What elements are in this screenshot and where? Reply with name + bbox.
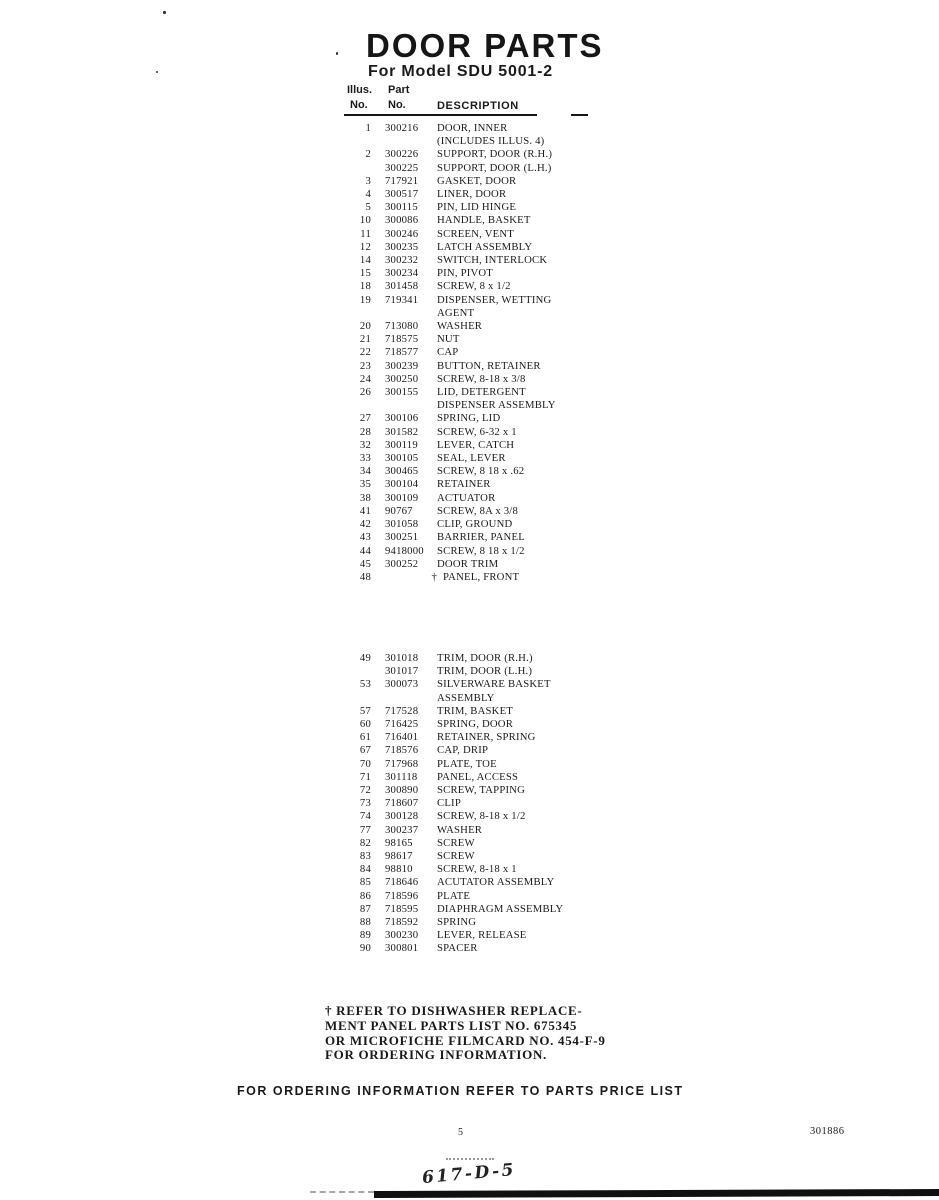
table-row	[347, 863, 617, 876]
footnote-line: OR MICROFICHE FILMCARD NO. 454-F-9	[325, 1032, 606, 1048]
table-row	[347, 294, 617, 307]
table-row	[347, 665, 617, 678]
illus-no-cell: 89	[359, 929, 371, 942]
header-underline-dash	[571, 114, 588, 116]
table-row	[347, 929, 617, 942]
illus-no-cell: 87	[359, 902, 371, 915]
part-no-cell: 716401	[385, 731, 419, 744]
description-cell: (INCLUDES ILLUS. 4)	[437, 135, 545, 148]
part-no-cell: 300155	[385, 386, 419, 399]
model-subtitle: For Model SDU 5001-2	[368, 63, 553, 80]
table-row	[347, 784, 617, 797]
description-cell: SWITCH, INTERLOCK	[437, 254, 548, 267]
illus-no-cell: 83	[359, 850, 371, 863]
part-no-cell: 9418000	[385, 544, 424, 557]
description-cell: NUT	[437, 333, 460, 346]
part-no-cell: 301582	[385, 425, 419, 438]
description-cell: SCREW, 8-18 x 1/2	[437, 810, 526, 823]
part-no-cell: 718595	[385, 902, 419, 915]
table-row	[347, 505, 617, 518]
table-row	[347, 241, 617, 254]
illus-no-cell: 77	[359, 823, 371, 836]
part-no-cell: 300234	[385, 267, 419, 280]
description-cell: PANEL, FRONT	[443, 570, 520, 583]
illus-no-cell: 27	[359, 412, 371, 425]
part-no-cell: 300119	[385, 438, 418, 451]
table-row	[347, 731, 617, 744]
table-row	[347, 478, 617, 491]
illus-no-cell: 23	[359, 359, 371, 372]
illus-no-cell: 18	[359, 280, 371, 293]
footnote-line: † REFER TO DISHWASHER REPLACE-	[325, 1003, 583, 1018]
part-no-cell: 300230	[385, 929, 419, 942]
table-row	[347, 452, 617, 465]
description-cell: RETAINER	[437, 478, 491, 491]
description-cell: DOOR TRIM	[437, 557, 499, 570]
part-no-cell: 98165	[385, 836, 413, 849]
illus-no-cell: 71	[359, 770, 371, 783]
table-row	[347, 412, 617, 425]
part-no-cell: 300465	[385, 465, 419, 478]
description-cell: TRIM, DOOR (L.H.)	[437, 665, 533, 678]
illus-no-cell: 73	[359, 797, 371, 810]
description-cell: PIN, PIVOT	[437, 267, 494, 280]
table-row	[347, 678, 617, 691]
table-row	[347, 797, 617, 810]
illus-no-cell: 49	[359, 652, 371, 664]
table-row	[347, 876, 617, 889]
description-cell: ACTUATOR	[437, 491, 496, 504]
illus-no-cell: 57	[359, 704, 371, 717]
description-cell: SCREW, 8-18 x 3/8	[437, 372, 526, 385]
table-row	[347, 692, 617, 705]
part-no-cell: 301017	[385, 665, 419, 678]
description-cell: WASHER	[437, 823, 483, 836]
part-no-cell: 718596	[385, 889, 419, 902]
column-header-description: DESCRIPTION	[437, 100, 519, 112]
description-cell: LEVER, RELEASE	[437, 929, 527, 942]
description-cell: SPRING	[437, 916, 477, 929]
part-no-cell: 300239	[385, 359, 419, 372]
description-cell: CAP	[437, 346, 459, 359]
illus-no-cell: 43	[359, 531, 371, 544]
illus-no-cell: 90	[359, 942, 371, 955]
description-cell: BARRIER, PANEL	[437, 531, 525, 544]
description-cell: SEAL, LEVER	[437, 452, 506, 465]
table-row	[347, 916, 617, 929]
description-cell: LEVER, CATCH	[437, 438, 515, 451]
illus-no-cell: 14	[359, 254, 371, 267]
description-cell: CLIP, GROUND	[437, 518, 513, 531]
faint-dashed-line	[310, 1191, 374, 1193]
illus-no-cell: 60	[359, 718, 371, 731]
table-row	[347, 386, 617, 399]
description-cell: SPRING, LID	[437, 412, 501, 425]
illus-no-cell: 10	[359, 214, 371, 227]
part-no-cell: 300235	[385, 240, 419, 253]
table-row	[347, 148, 617, 161]
table-row	[347, 824, 617, 837]
description-cell: SCREEN, VENT	[437, 227, 515, 240]
part-no-cell: 301458	[385, 280, 419, 293]
footnote-line: FOR ORDERING INFORMATION.	[325, 1047, 548, 1063]
illus-no-cell: 15	[359, 267, 371, 280]
part-no-cell: 300252	[385, 557, 419, 570]
part-no-cell: 300890	[385, 784, 419, 797]
description-cell: PLATE	[437, 889, 471, 902]
table-row	[347, 214, 617, 227]
illus-no-cell: 44	[359, 544, 371, 557]
description-cell: SUPPORT, DOOR (L.H.)	[437, 161, 552, 174]
description-cell: LATCH ASSEMBLY	[437, 240, 533, 253]
table-row	[347, 439, 617, 452]
description-cell: LID, DETERGENT	[437, 386, 526, 399]
description-cell: WASHER	[437, 320, 483, 333]
description-cell: SCREW, 8 18 x 1/2	[437, 544, 525, 557]
part-no-cell: 718607	[385, 797, 419, 810]
illus-no-cell	[347, 399, 371, 412]
part-no-cell: 300105	[385, 452, 419, 465]
table-row	[347, 254, 617, 267]
part-no-cell: 718592	[385, 916, 419, 929]
illus-no-cell: 11	[360, 227, 371, 240]
illus-no-cell: 45	[359, 557, 371, 570]
part-no-cell: 300086	[385, 214, 419, 227]
description-cell: SCREW	[437, 836, 475, 849]
illus-no-cell: 34	[359, 465, 371, 478]
illus-no-cell: 26	[359, 386, 371, 399]
illus-no-cell: 82	[359, 836, 371, 849]
illus-no-cell: 53	[359, 678, 371, 691]
illus-no-cell	[347, 692, 371, 705]
part-no-cell: 300216	[385, 122, 419, 134]
table-row	[347, 545, 617, 558]
table-row	[347, 175, 617, 188]
illus-no-cell	[347, 135, 371, 148]
description-cell: AGENT	[437, 306, 475, 319]
table-row	[347, 188, 617, 201]
description-cell: CAP, DRIP	[437, 744, 489, 757]
table-row	[347, 652, 617, 665]
part-no-cell: 301018	[385, 652, 419, 664]
description-cell: SCREW, 8A x 3/8	[437, 504, 518, 517]
illus-no-cell	[347, 665, 371, 678]
illus-no-cell: 35	[359, 478, 371, 491]
illus-no-cell: 28	[359, 425, 371, 438]
part-no-cell: 300104	[385, 478, 419, 491]
table-row	[347, 492, 617, 505]
part-no-cell: 98617	[385, 850, 413, 863]
header-underline	[344, 114, 537, 116]
table-row	[347, 942, 617, 955]
handwritten-note: 617-D-5	[421, 1159, 517, 1189]
footnote-line: MENT PANEL PARTS LIST NO. 675345	[325, 1017, 578, 1033]
description-cell: RETAINER, SPRING	[437, 731, 536, 744]
illus-no-cell: 67	[359, 744, 371, 757]
table-row	[347, 399, 617, 412]
column-header-illus-no: No.	[350, 99, 368, 111]
part-no-cell: 713080	[385, 320, 419, 333]
part-no-cell: 98810	[385, 863, 413, 876]
ordering-note: FOR ORDERING INFORMATION REFER TO PARTS PRICE LIST	[237, 1084, 684, 1098]
description-cell: SCREW, 8-18 x 1	[437, 863, 517, 876]
description-cell: SCREW, TAPPING	[437, 784, 526, 797]
description-cell: LINER, DOOR	[437, 188, 507, 201]
table-row	[347, 162, 617, 175]
part-no-cell: 717968	[385, 757, 419, 770]
part-no-cell: 300115	[385, 201, 418, 214]
illus-no-cell	[347, 307, 371, 320]
part-no-cell: 300237	[385, 823, 419, 836]
description-cell: TRIM, BASKET	[437, 704, 514, 717]
scan-speck	[336, 52, 338, 55]
table-row	[347, 333, 617, 346]
illus-no-cell	[347, 162, 371, 175]
part-no-cell: 300801	[385, 942, 419, 955]
parts-table-section-1	[347, 122, 617, 584]
table-row	[347, 705, 617, 718]
illus-no-cell: 33	[359, 452, 371, 465]
column-header-part-no: No.	[388, 99, 406, 111]
table-row	[347, 228, 617, 241]
illus-no-cell: 12	[359, 240, 371, 253]
table-row	[347, 850, 617, 863]
description-cell: DISPENSER, WETTING	[437, 293, 552, 306]
description-cell: GASKET, DOOR	[437, 174, 517, 187]
table-row	[347, 135, 617, 148]
table-row	[347, 758, 617, 771]
part-no-cell: 718577	[385, 346, 419, 359]
illus-no-cell: 84	[359, 863, 371, 876]
table-row	[347, 426, 617, 439]
part-no-cell: 300128	[385, 810, 419, 823]
table-row	[347, 771, 617, 784]
table-row	[347, 531, 617, 544]
description-cell: SCREW, 6-32 x 1	[437, 425, 517, 438]
part-no-cell: 717528	[385, 704, 419, 717]
illus-no-cell: 24	[359, 372, 371, 385]
description-cell: PIN, LID HINGE	[437, 201, 517, 214]
illus-no-cell: 4	[365, 188, 371, 201]
illus-no-cell: 86	[359, 889, 371, 902]
description-cell: DOOR, INNER	[437, 122, 508, 134]
illus-no-cell: 74	[359, 810, 371, 823]
description-cell: PANEL, ACCESS	[437, 770, 519, 783]
part-no-cell: 300250	[385, 372, 419, 385]
page-number: 5	[458, 1127, 463, 1138]
table-row	[347, 465, 617, 478]
part-no-cell: 300251	[385, 531, 419, 544]
parts-table-section-2	[347, 652, 617, 956]
description-cell: DISPENSER ASSEMBLY	[437, 399, 556, 412]
table-row	[347, 837, 617, 850]
bottom-scan-bar	[374, 1189, 939, 1198]
dagger-footnote	[325, 1004, 625, 1063]
illus-no-cell: 20	[359, 320, 371, 333]
description-cell: SCREW, 8 x 1/2	[437, 280, 511, 293]
table-row	[347, 280, 617, 293]
illus-no-cell: 70	[359, 757, 371, 770]
table-row	[347, 718, 617, 731]
illus-no-cell: 5	[365, 201, 371, 214]
table-row	[347, 307, 617, 320]
table-row	[347, 122, 617, 135]
document-number: 301886	[810, 1126, 845, 1137]
table-row	[347, 903, 617, 916]
table-row	[347, 360, 617, 373]
table-row	[347, 558, 617, 571]
part-no-cell: 300232	[385, 254, 419, 267]
illus-no-cell: 42	[359, 518, 371, 531]
part-no-cell: 300109	[385, 491, 419, 504]
description-cell: BUTTON, RETAINER	[437, 359, 541, 372]
description-cell: DIAPHRAGM ASSEMBLY	[437, 902, 564, 915]
illus-no-cell: 32	[359, 438, 371, 451]
description-cell: SPACER	[437, 942, 478, 955]
part-no-cell: 719341	[385, 293, 419, 306]
illus-no-cell: 1	[365, 122, 371, 134]
page-title: DOOR PARTS	[366, 27, 604, 64]
part-no-cell: 90767	[385, 504, 413, 517]
part-no-cell: 300225	[385, 161, 419, 174]
part-no-cell: 716425	[385, 718, 419, 731]
illus-no-cell: 19	[359, 293, 371, 306]
faint-dotted-mark	[446, 1158, 494, 1160]
part-no-cell	[385, 692, 437, 705]
illus-no-cell: 72	[359, 784, 371, 797]
part-no-cell: 718646	[385, 876, 419, 889]
part-no-cell	[385, 135, 437, 148]
table-row	[347, 346, 617, 359]
description-cell: SUPPORT, DOOR (R.H.)	[437, 148, 553, 161]
description-cell: PLATE, TOE	[437, 757, 497, 770]
illus-no-cell: 22	[359, 346, 371, 359]
part-no-cell: 300226	[385, 148, 419, 161]
description-cell: ACUTATOR ASSEMBLY	[437, 876, 555, 889]
part-no-cell: 301058	[385, 518, 419, 531]
part-no-cell	[385, 399, 437, 412]
part-no-cell: 300517	[385, 188, 419, 201]
part-no-cell: †	[431, 570, 437, 583]
table-row	[347, 320, 617, 333]
table-row	[347, 810, 617, 823]
description-cell: TRIM, DOOR (R.H.)	[437, 652, 533, 664]
description-cell: SILVERWARE BASKET	[437, 678, 551, 691]
illus-no-cell: 85	[359, 876, 371, 889]
description-cell: SCREW	[437, 850, 475, 863]
illus-no-cell: 3	[365, 174, 371, 187]
part-no-cell: 718575	[385, 333, 419, 346]
part-no-cell: 301118	[385, 770, 418, 783]
description-cell: HANDLE, BASKET	[437, 214, 531, 227]
table-row	[347, 890, 617, 903]
table-row	[347, 571, 617, 584]
illus-no-cell: 38	[359, 491, 371, 504]
part-no-cell: 717921	[385, 174, 419, 187]
table-row	[347, 744, 617, 757]
illus-no-cell: 2	[365, 148, 371, 161]
scan-speck	[156, 71, 158, 73]
illus-no-cell: 61	[359, 731, 371, 744]
part-no-cell: 718576	[385, 744, 419, 757]
column-header-illus-top: Illus.	[347, 84, 373, 96]
illus-no-cell: 41	[359, 504, 371, 517]
table-row	[347, 201, 617, 214]
description-cell: SCREW, 8 18 x .62	[437, 465, 525, 478]
illus-no-cell: 21	[359, 333, 371, 346]
column-header-part-top: Part	[388, 84, 410, 96]
description-cell: CLIP	[437, 797, 461, 810]
part-no-cell	[385, 307, 437, 320]
table-row	[347, 373, 617, 386]
part-no-cell: 300246	[385, 227, 419, 240]
description-cell: SPRING, DOOR	[437, 718, 514, 731]
scan-speck	[163, 11, 166, 14]
description-cell: ASSEMBLY	[437, 691, 495, 704]
table-row	[347, 518, 617, 531]
table-row	[347, 267, 617, 280]
part-no-cell: 300106	[385, 412, 419, 425]
illus-no-cell: 88	[359, 916, 371, 929]
illus-no-cell: 48	[359, 570, 371, 583]
part-no-cell: 300073	[385, 678, 419, 691]
